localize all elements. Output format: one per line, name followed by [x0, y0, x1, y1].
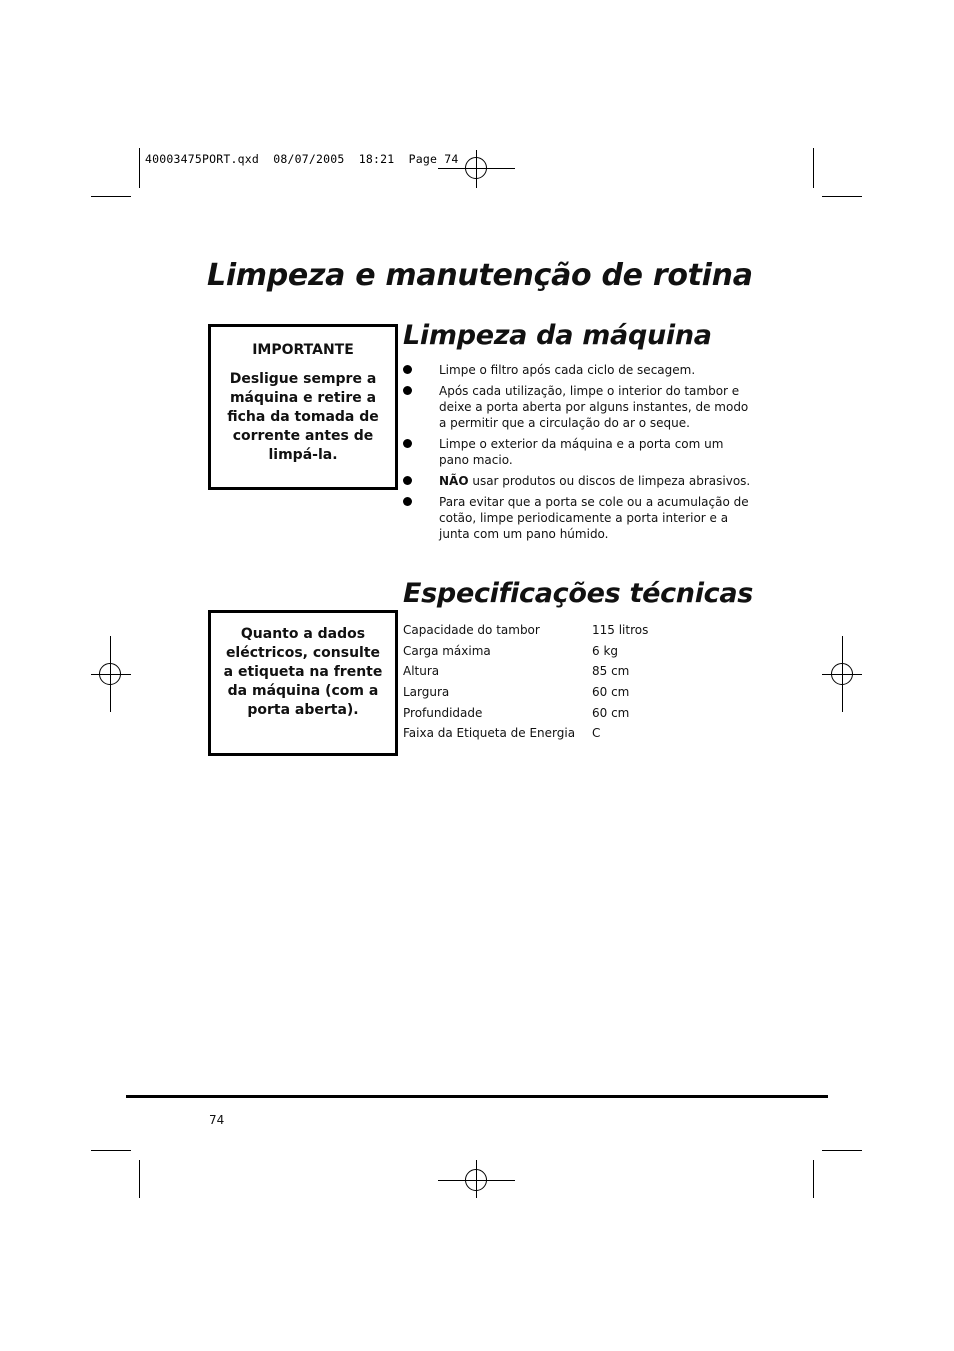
list-item: Para evitar que a porta se cole ou a acumulação de cotão, limpe periodicamente a porta interior e a junta com um pano húmido.	[403, 494, 753, 542]
specs-table	[400, 620, 651, 744]
bullet-icon	[403, 365, 412, 374]
page-number: 74	[209, 1113, 225, 1127]
table-row: Altura 85 cm	[403, 664, 630, 679]
important-text: Desligue sempre a máquina e retire a ficha da tomada de corrente antes de limpá-la.	[227, 371, 379, 463]
cleaning-title: Limpeza da máquina	[403, 320, 712, 351]
electrical-info-box	[208, 610, 398, 756]
specs-title: Especificações técnicas	[403, 578, 754, 609]
page-title: Limpeza e manutenção de rotina	[207, 258, 753, 293]
electrical-info-text: Quanto a dados eléctricos, consulte a etiqueta na frente da máquina (com a porta aberta).	[223, 626, 383, 718]
table-row: Profundidade 60 cm	[403, 705, 630, 720]
table-row: Largura 60 cm	[403, 685, 630, 700]
list-item: Após cada utilização, limpe o interior do tambor e deixe a porta aberta por alguns instantes, de modo a permitir que a circulação do ar o seque.	[403, 383, 753, 431]
important-box	[208, 324, 398, 490]
bullet-icon	[403, 386, 412, 395]
list-item: NÃO usar produtos ou discos de limpeza abrasivos.	[403, 473, 753, 489]
list-item: Limpe o exterior da máquina e a porta com um pano macio.	[403, 436, 753, 468]
important-heading: IMPORTANTE	[252, 342, 354, 358]
bullet-icon	[403, 497, 412, 506]
file-slug: 40003475PORT.qxd 08/07/2005 18:21 Page 74	[145, 152, 459, 166]
table-row: Carga máxima 6 kg	[403, 643, 619, 658]
table-row: Capacidade do tambor 115 litros	[403, 623, 649, 638]
bullet-icon	[403, 439, 412, 448]
cleaning-list	[403, 362, 753, 547]
list-item: Limpe o filtro após cada ciclo de secagem.	[403, 362, 753, 378]
bullet-icon	[403, 476, 412, 485]
table-row: Faixa da Etiqueta de Energia C	[403, 726, 601, 741]
footer-rule	[126, 1095, 828, 1098]
